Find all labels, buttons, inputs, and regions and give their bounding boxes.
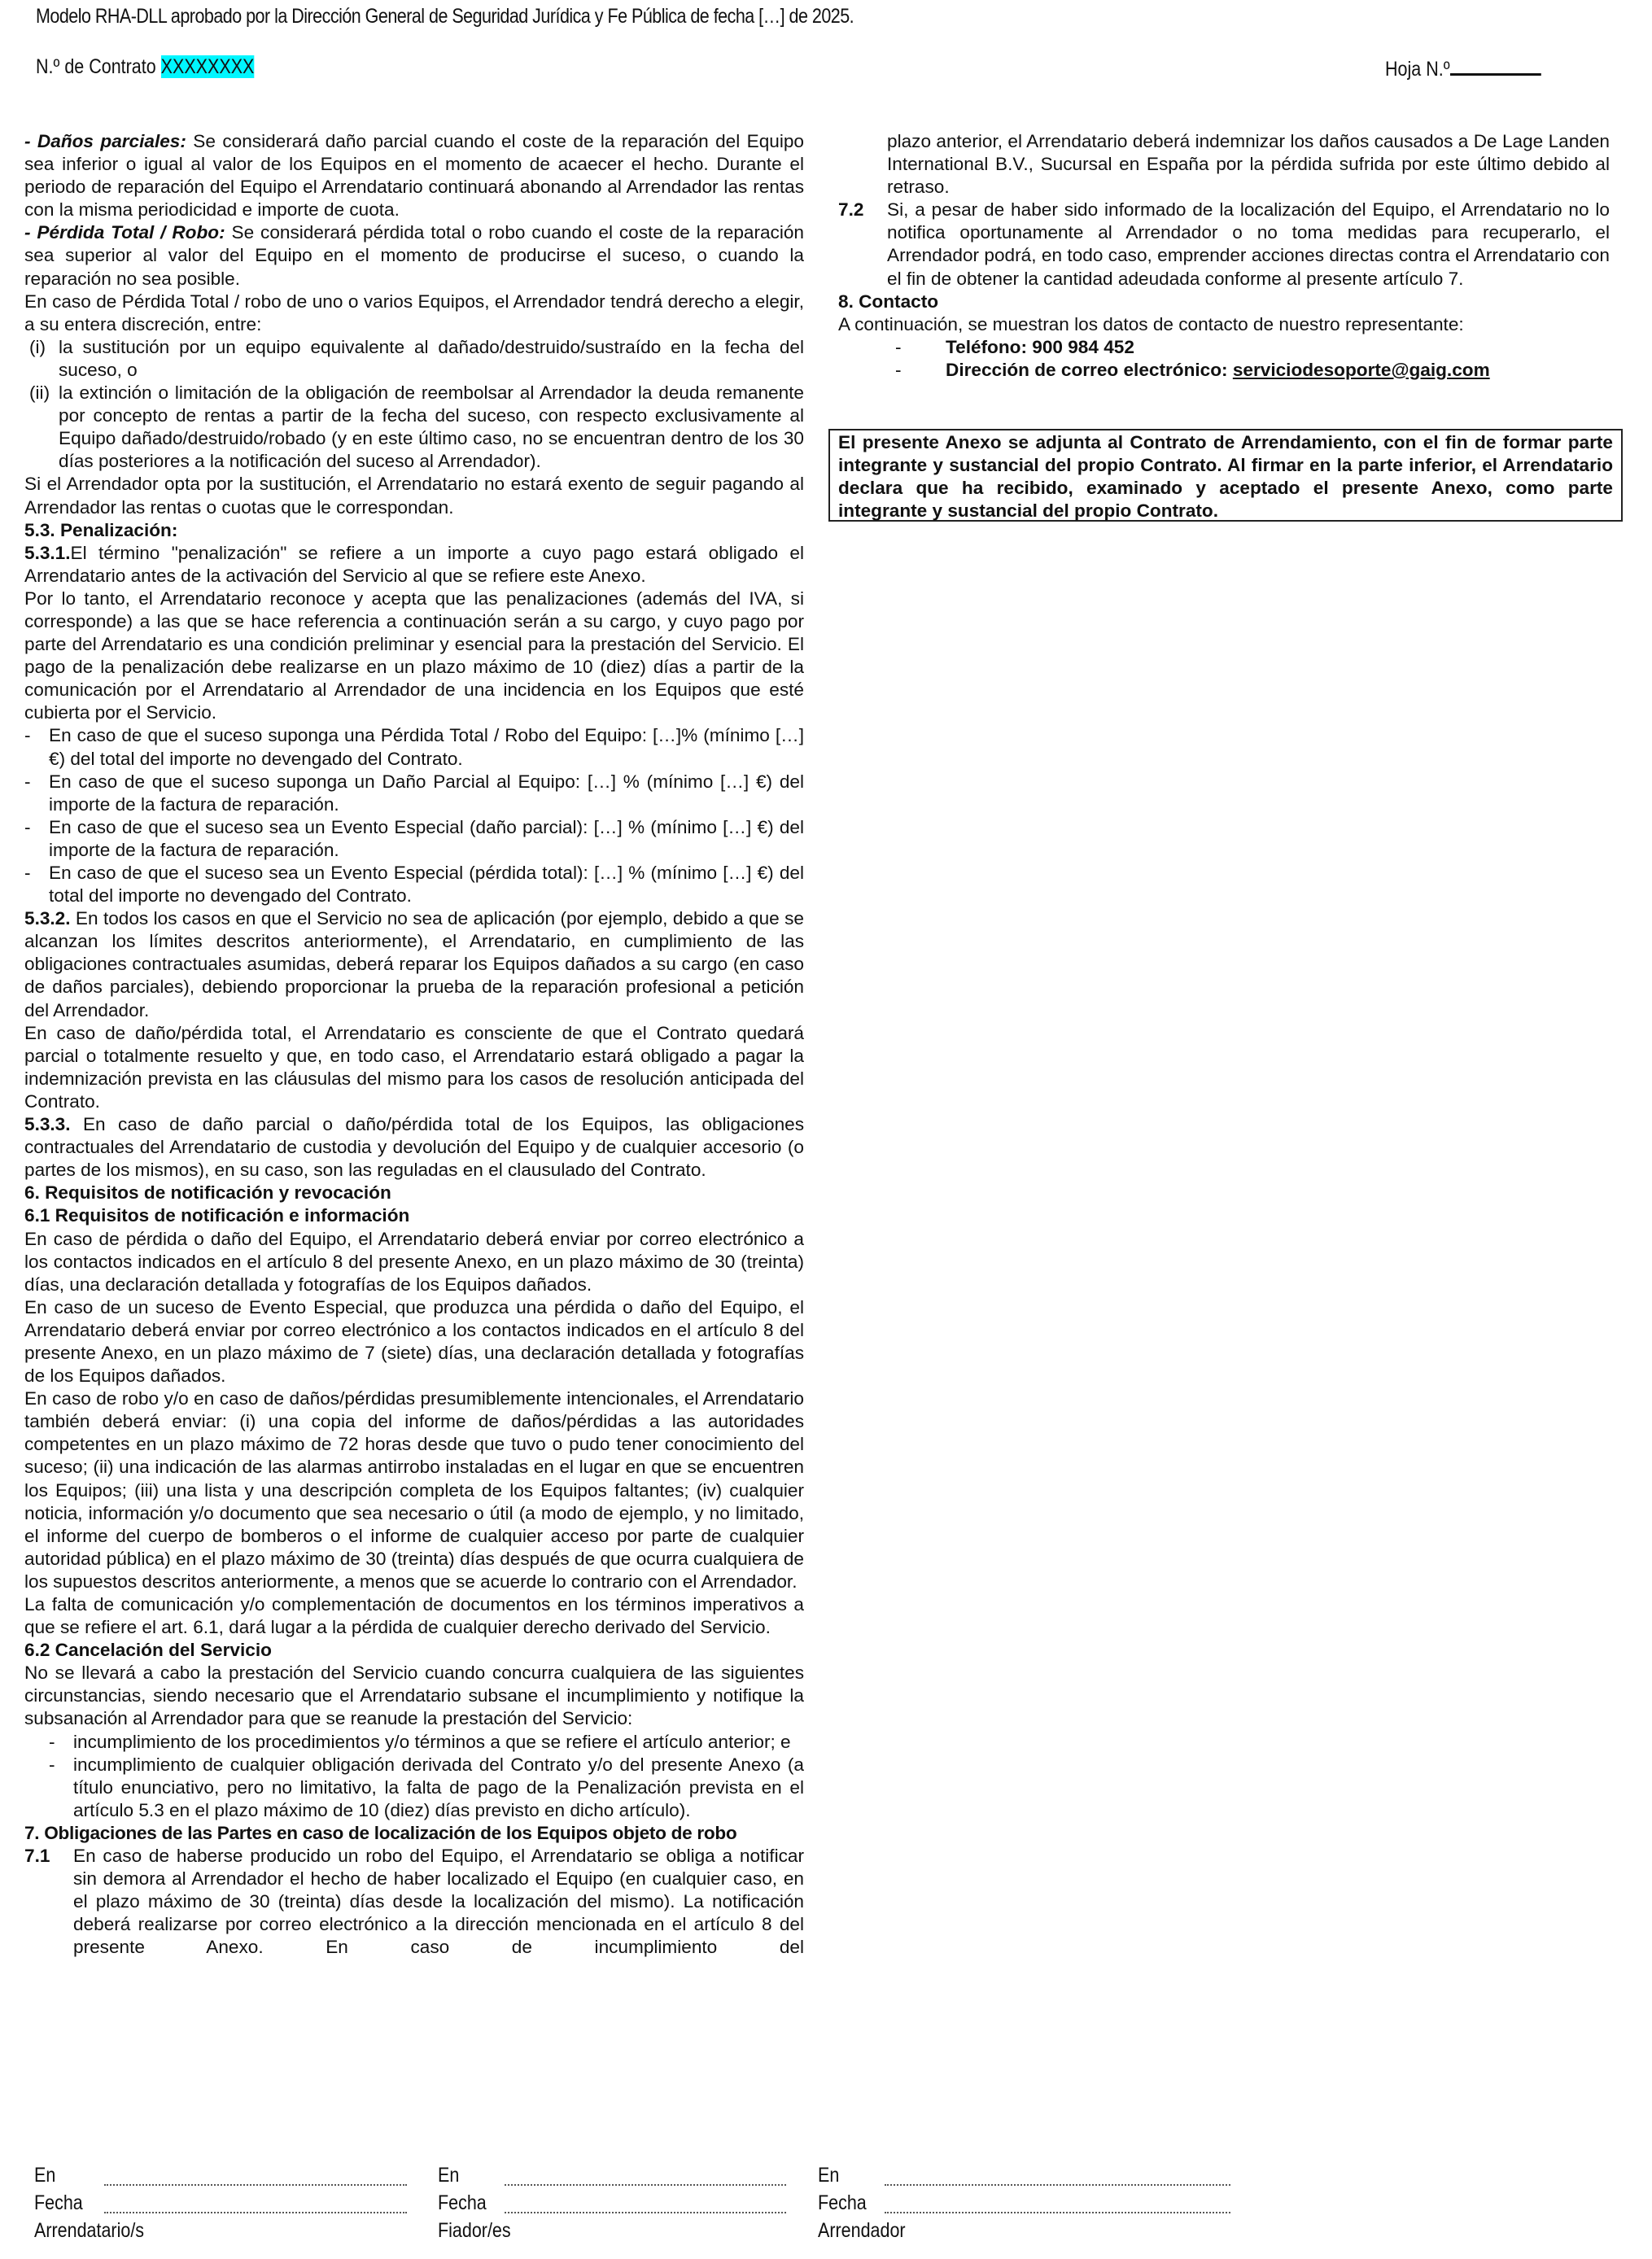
cancellation-item (24, 1731, 804, 1754)
clause-7-2 (838, 199, 1610, 290)
date-field[interactable] (885, 2212, 1230, 2213)
penalty-item (24, 724, 804, 770)
paragraph-5-3-2 (24, 907, 804, 1021)
paragraph-text: En todos los casos en que el Servicio no sea de aplicación (por ejemplo, debido a que se alcanzan los límites descritos anteriormente), el Arrendatario, en cumplimiento de las obligaciones contractuales asumidas, deberá reparar los Equipos dañados a su cargo (en caso de daños parciales), debiendo proporcionar la prueba de la reparación profesional a petición del Arrendador. (24, 908, 804, 1020)
heading-6: 6. Requisitos de notificación y revocación (24, 1182, 391, 1204)
paragraph-failure-to-notify: La falta de comunicación y/o complementación de documentos en los términos imperativos a que se refiere el art. 6.1, dará lugar a la pérdida de cualquier derecho derivado del Servicio. (24, 1594, 804, 1638)
dash-bullet: - (24, 771, 31, 792)
signer-role: Fiador/es (438, 2219, 511, 2242)
place-field[interactable] (885, 2184, 1230, 2186)
penalty-item (24, 771, 804, 816)
clause-7-1 (24, 1845, 804, 1959)
sheet-label: Hoja N.º (1385, 58, 1450, 81)
clause-number: 7.2 (838, 199, 864, 221)
option-item (24, 382, 804, 473)
paragraph-text: Se considerará daño parcial cuando el coste de la reparación del Equipo sea inferior o igual al valor de los Equipos en el momento de acaecer el hecho. Durante el periodo de reparación del Equipo el Arrendatario continuará abonando al Arrendador las rentas con la misma periodicidad e importe de cuota. (24, 131, 804, 221)
cancellation-text: incumplimiento de cualquier obligación derivada del Contrato y/o del presente Anexo (a título enunciativo, pero no limitativo, la falta de pago de la Penalización prevista en el artículo 5.3 en el plazo máximo de 10 (diez) días previsto en dicho artículo). (73, 1754, 804, 1820)
dash-bullet: - (24, 725, 31, 746)
clause-text: En caso de haberse producido un robo del Equipo, el Arrendatario se obliga a notificar sin demora al Arrendador el hecho de haber localizado el Equipo (en cualquier caso, en el plazo máximo de 30 (treinta) días desde la localización del mismo). La notificación deberá realizarse por correo electrónico a la dirección mencionada en el artículo 8 del presente Anexo. En caso de incumplimiento del (73, 1846, 804, 1958)
clause-number: 5.3.3. (24, 1114, 71, 1135)
place-label: En (34, 2164, 56, 2187)
option-text: la extinción o limitación de la obligación de reembolsar al Arrendador la deuda remanente por concepto de rentas a partir de la fecha del suceso, con respecto exclusivamente al Equipo dañado/destruido/robado (y en este último caso, no se encuentran dentro de los 30 días posteriores a la notificación del suceso al Arrendador). (59, 382, 804, 472)
heading-6-1: 6.1 Requisitos de notificación e información (24, 1205, 410, 1226)
paragraph-text: Se considerará pérdida total o robo cuando el coste de la reparación sea superior al valor del Equipo en el momento de producirse el suceso, o cuando la reparación no sea posible. (24, 222, 804, 289)
paragraph-text: En caso de daño parcial o daño/pérdida total de los Equipos, las obligaciones contractuales del Arrendatario de custodia y devolución del Equipo y de cualquier accesorio (o partes de los mismos), en su caso, son las reguladas en el clausulado del Contrato. (24, 1114, 804, 1181)
clause-text: Si, a pesar de haber sido informado de la localización del Equipo, el Arrendatario no lo notifica oportunamente al Arrendador o no toma medidas para recuperarlo, el Arrendador podrá, en todo caso, emprender acciones directas contra el Arrendatario con el fin de obtener la cantidad adeudada conforme al presente artículo 7. (887, 199, 1610, 289)
paragraph-notification-damage: En caso de pérdida o daño del Equipo, el Arrendatario deberá enviar por correo electrónico a los contactos indicados en el artículo 8 del presente Anexo, en un plazo máximo de 30 (treinta) días, una declaración detallada y fotografías de los Equipos dañados. (24, 1228, 804, 1295)
penalty-text: En caso de que el suceso sea un Evento Especial (daño parcial): […] % (mínimo […] €) del importe de la factura de reparación. (49, 816, 804, 860)
date-field[interactable] (505, 2212, 786, 2213)
paragraph-contact-intro: A continuación, se muestran los datos de contacto de nuestro representante: (838, 313, 1464, 334)
penalty-item (24, 816, 804, 862)
option-text: la sustitución por un equipo equivalente al dañado/destruido/sustraído en la fecha del suceso, o (59, 336, 804, 380)
term-total-loss: - Pérdida Total / Robo: (24, 222, 225, 243)
penalty-text: En caso de que el suceso suponga un Daño Parcial al Equipo: […] % (mínimo […] €) del importe de la factura de reparación. (49, 771, 804, 815)
option-number: (ii) (29, 382, 50, 404)
paragraph-total-loss-resolution: En caso de daño/pérdida total, el Arrendatario es consciente de que el Contrato quedará parcial o totalmente resuelto y que, en todo caso, el Arrendatario estará obligado a pagar la indemnización prevista en las cláusulas del mismo para los casos de resolución anticipada del Contrato. (24, 1022, 804, 1112)
dash-bullet: - (24, 816, 31, 837)
signer-role: Arrendador (818, 2219, 906, 2242)
place-label: En (438, 2164, 460, 2187)
date-field[interactable] (104, 2212, 407, 2213)
heading-5-3: 5.3. Penalización: (24, 519, 178, 540)
right-column (838, 130, 1610, 382)
dash-bullet: - (49, 1731, 55, 1752)
contact-email (838, 359, 1610, 382)
dash-bullet: - (895, 336, 902, 357)
paragraph-text: El término "penalización" se refiere a un importe a cuyo pago estará obligado el Arrendatario antes de la activación del Servicio al que se refiere este Anexo. (24, 542, 804, 586)
date-label: Fecha (438, 2191, 487, 2214)
clause-number: 5.3.1. (24, 542, 71, 563)
cancellation-item (24, 1754, 804, 1822)
place-label: En (818, 2164, 840, 2187)
term-partial-damage: - Daños parciales: (24, 131, 186, 151)
contract-label: N.º de Contrato (36, 55, 156, 78)
document-model-header: Modelo RHA-DLL aprobado por la Dirección General de Seguridad Jurídica y Fe Pública de fecha […] de 2025. (36, 5, 854, 28)
clause-7-1-continued: plazo anterior, el Arrendatario deberá indemnizar los daños causados a De Lage Landen International B.V., Sucursal en España por la pérdida sufrida por este último debido al retraso. (887, 131, 1610, 198)
place-field[interactable] (505, 2184, 786, 2186)
dash-bullet: - (24, 863, 31, 883)
email-label: Dirección de correo electrónico: (946, 359, 1233, 380)
contract-number-field[interactable]: XXXXXXXX (160, 55, 255, 78)
signature-block-lessor (818, 2161, 920, 2244)
place-field[interactable] (104, 2184, 407, 2186)
sheet-number-field[interactable] (1450, 55, 1541, 76)
paragraph-notification-special-event: En caso de un suceso de Evento Especial, que produzca una pérdida o daño del Equipo, el Arrendatario deberá enviar por correo electrónico a los contactos indicados en el artículo 8 del presente Anexo, en un plazo máximo de 7 (siete) días, una declaración detallada y fotografías de los Equipos dañados. (24, 1296, 804, 1387)
paragraph-notification-theft: En caso de robo y/o en caso de daños/pérdidas presumiblemente intencionales, el Arrendatario también deberá enviar: (i) una copia del informe de daños/pérdidas a las autoridades competentes en un plazo máximo de 72 horas desde que tuvo o pudo tener conocimiento del suceso; (ii) una indicación de las alarmas antirrobo instaladas en el lugar en que se encuentren los Equipos; (iii) una lista y una descripción completa de los Equipos faltantes; (iv) cualquier noticia, información y/o documento que sea necesario o útil (a modo de ejemplo, y no limitado, el informe del cuerpo de bomberos o el informe de cualquier acceso por parte de cualquier autoridad pública) en el plazo máximo de 30 (treinta) días después de que ocurra cualquiera de los supuestos descritos anteriormente, a menos que se acuerde lo contrario con el Arrendador. (24, 1388, 804, 1592)
email-link[interactable]: serviciodesoporte@gaig.com (1232, 359, 1490, 380)
paragraph-partial-damage (24, 130, 804, 221)
signature-block-guarantor (438, 2161, 522, 2244)
date-label: Fecha (34, 2191, 83, 2214)
paragraph-options-intro: En caso de Pérdida Total / robo de uno o varios Equipos, el Arrendador tendrá derecho a elegir, a su entera discreción, entre: (24, 291, 804, 334)
option-item (24, 336, 804, 382)
paragraph-cancellation-intro: No se llevará a cabo la prestación del Servicio cuando concurra cualquiera de las siguientes circunstancias, siendo necesario que el Arrendatario subsane el incumplimiento y notifique la subsanación al Arrendador para que se reanude la prestación del Servicio: (24, 1663, 804, 1729)
dash-bullet: - (895, 359, 902, 380)
contact-phone (838, 336, 1610, 359)
penalty-text: En caso de que el suceso sea un Evento Especial (pérdida total): […] % (mínimo […] €) del total del importe no devengado del Contrato. (49, 863, 804, 907)
signer-role: Arrendatario/s (34, 2219, 145, 2242)
annex-acceptance-box: El presente Anexo se adjunta al Contrato de Arrendamiento, con el fin de formar parte integrante y sustancial del propio Contrato. Al firmar en la parte inferior, el Arrendatario declara que ha recibido, examinado y aceptado el presente Anexo, como parte integrante y sustancial del propio Contrato. (828, 429, 1623, 522)
heading-6-2: 6.2 Cancelación del Servicio (24, 1640, 272, 1661)
heading-7: 7. Obligaciones de las Partes en caso de localización de los Equipos objeto de robo (24, 1822, 737, 1843)
penalty-text: En caso de que el suceso suponga una Pérdida Total / Robo del Equipo: […]% (mínimo […] €) del total del importe no devengado del Contrato. (49, 725, 804, 769)
clause-number: 5.3.2. (24, 908, 71, 929)
clause-number: 7.1 (24, 1846, 50, 1867)
paragraph-substitution: Si el Arrendador opta por la sustitución, el Arrendatario no estará exento de seguir pagando al Arrendador las rentas o cuotas que le correspondan. (24, 474, 804, 518)
sheet-number-line (1385, 55, 1541, 81)
penalty-item (24, 862, 804, 907)
option-number: (i) (29, 336, 46, 357)
paragraph-total-loss (24, 221, 804, 290)
cancellation-text: incumplimiento de los procedimientos y/o términos a que se refiere el artículo anterior; e (73, 1731, 791, 1752)
paragraph-penalties-intro: Por lo tanto, el Arrendatario reconoce y acepta que las penalizaciones (además del IVA, si corresponde) a las que se hace referencia a continuación serán a su cargo, y cuyo pago por parte del Arrendatario es una condición preliminar y esencial para la prestación del Servicio. El pago de la penalización debe realizarse en un plazo máximo de 10 (diez) días a partir de la comunicación por el Arrendatario al Arrendador de una incidencia en los Equipos que esté cubierta por el Servicio. (24, 588, 804, 723)
phone-number: Teléfono: 900 984 452 (946, 336, 1134, 357)
left-column (24, 130, 804, 1960)
paragraph-5-3-1 (24, 542, 804, 588)
dash-bullet: - (49, 1754, 55, 1775)
heading-8: 8. Contacto (838, 291, 939, 312)
contract-number-line (36, 55, 254, 79)
signature-block-lessee (34, 2161, 162, 2244)
date-label: Fecha (818, 2191, 867, 2214)
paragraph-5-3-3 (24, 1113, 804, 1182)
